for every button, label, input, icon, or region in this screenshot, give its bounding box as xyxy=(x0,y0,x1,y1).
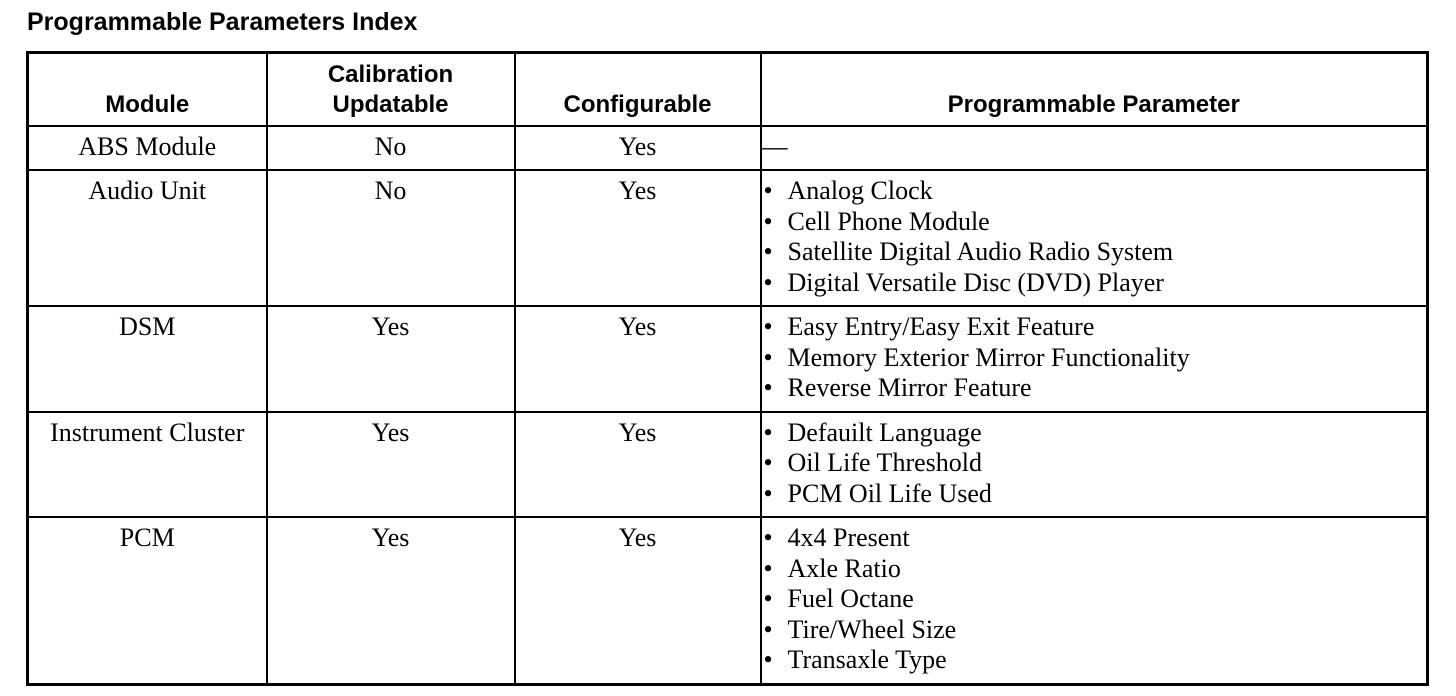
bullet-icon: • xyxy=(763,176,773,205)
cell-calibration-updatable: No xyxy=(267,126,515,171)
bullet-icon: • xyxy=(763,614,773,644)
bullet-icon: • xyxy=(763,312,773,341)
list-item: • Reverse Mirror Feature xyxy=(763,373,1032,402)
table-row xyxy=(28,306,1428,412)
table-row xyxy=(28,126,1428,171)
list-item: • Easy Entry/Easy Exit Feature xyxy=(763,312,1095,341)
cell-calibration-updatable: No xyxy=(267,170,515,306)
cell-calibration-updatable: Yes xyxy=(267,306,515,412)
list-item: • Analog Clock xyxy=(763,176,933,205)
cell-parameters xyxy=(761,306,1428,412)
bullet-icon: • xyxy=(763,342,773,372)
bullet-icon: • xyxy=(763,267,773,297)
cell-parameters xyxy=(761,412,1428,518)
cell-parameters xyxy=(761,170,1428,306)
cell-configurable: Yes xyxy=(515,126,761,171)
table-row xyxy=(28,170,1428,306)
list-item: • Defauilt Language xyxy=(763,417,982,447)
header-programmable-parameter: Programmable Parameter xyxy=(761,53,1428,126)
cell-module: ABS Module xyxy=(28,126,267,171)
list-item: • Fuel Octane xyxy=(763,584,914,613)
bullet-icon: • xyxy=(763,523,773,552)
header-module: Module xyxy=(28,53,267,126)
bullet-icon: • xyxy=(763,417,773,447)
cell-parameters xyxy=(761,517,1428,684)
bullet-icon: • xyxy=(763,584,773,613)
list-item: • Digital Versatile Disc (DVD) Player xyxy=(763,267,1164,297)
empty-marker: — xyxy=(761,131,788,161)
list-item: • PCM Oil Life Used xyxy=(763,478,992,508)
header-configurable: Configurable xyxy=(515,53,761,126)
cell-parameters xyxy=(761,126,1428,171)
cell-configurable: Yes xyxy=(515,412,761,518)
bullet-icon: • xyxy=(763,478,773,508)
list-item: • Axle Ratio xyxy=(763,553,901,583)
bullet-icon: • xyxy=(763,373,773,402)
bullet-icon: • xyxy=(763,645,773,674)
cell-module: PCM xyxy=(28,517,267,684)
table-row xyxy=(28,517,1428,684)
cell-configurable: Yes xyxy=(515,170,761,306)
cell-module: Instrument Cluster xyxy=(28,412,267,518)
bullet-icon: • xyxy=(763,553,773,583)
table-header-row xyxy=(28,53,1428,126)
document-title: Programmable Parameters Index xyxy=(27,8,418,36)
list-item: • Transaxle Type xyxy=(763,645,947,674)
bullet-icon: • xyxy=(763,237,773,266)
cell-configurable: Yes xyxy=(515,306,761,412)
table-row xyxy=(28,412,1428,518)
header-calibration-updatable: Calibration Updatable xyxy=(267,53,515,126)
cell-configurable: Yes xyxy=(515,517,761,684)
list-item: • Satellite Digital Audio Radio System xyxy=(763,237,1174,266)
bullet-icon: • xyxy=(763,448,773,477)
list-item: • Cell Phone Module xyxy=(763,206,990,236)
list-item: • Tire/Wheel Size xyxy=(763,614,957,644)
list-item: • Oil Life Threshold xyxy=(763,448,982,477)
list-item: • 4x4 Present xyxy=(763,523,910,552)
bullet-icon: • xyxy=(763,206,773,236)
cell-calibration-updatable: Yes xyxy=(267,517,515,684)
cell-calibration-updatable: Yes xyxy=(267,412,515,518)
parameter-list xyxy=(762,523,1427,676)
cell-module: Audio Unit xyxy=(28,170,267,306)
table-body xyxy=(28,126,1428,685)
cell-module: DSM xyxy=(28,306,267,412)
list-item: • Memory Exterior Mirror Functionality xyxy=(763,342,1190,372)
parameter-list xyxy=(762,176,1427,298)
programmable-parameters-table xyxy=(26,51,1429,686)
parameter-list xyxy=(762,418,1427,510)
parameter-list xyxy=(762,312,1427,404)
